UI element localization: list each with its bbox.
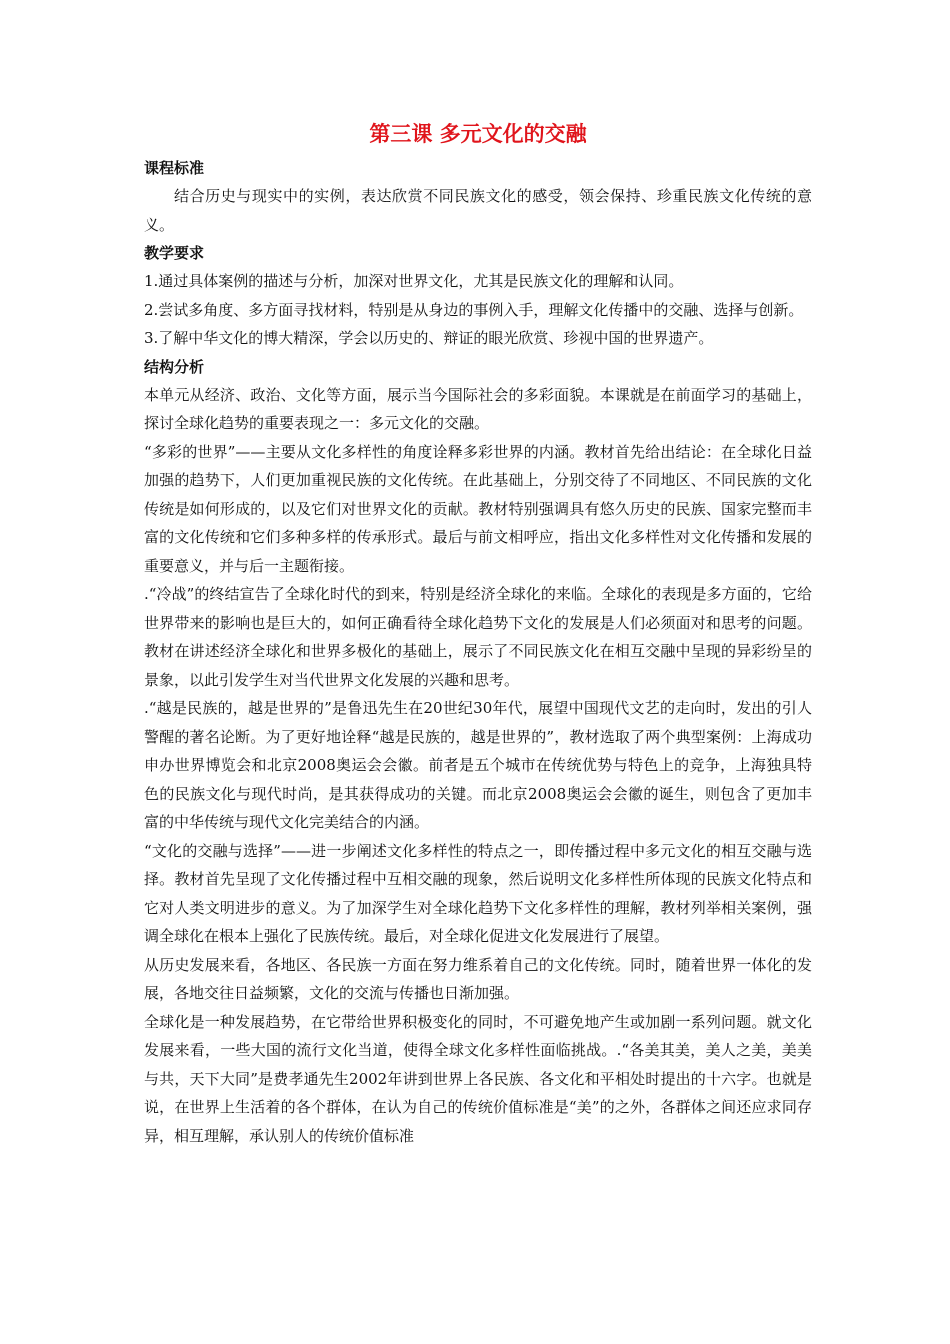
section-heading-teaching-requirements: 教学要求 [144, 244, 205, 262]
paragraph: .“越是民族的，越是世界的”是鲁迅先生在20世纪30年代，展望中国现代文艺的走向时，发出的引人警醒的著名论断。为了更好地诠释“越是民族的，越是世界的”，教材选取了两个典型案例：上海成功申办世界博览会和北京2008奥运会会徽。前者是五个城市在传统优势与特色上的竞争，上海独具特色的民族文化与现代时尚，是其获得成功的关键。而北京2008奥运会会徽的诞生，则包含了更加丰富的中华传统与现代文化完美结合的内涵。 [144, 699, 812, 831]
list-item: 3.了解中华文化的博大精深，学会以历史的、辩证的眼光欣赏、珍视中国的世界遗产。 [144, 329, 714, 347]
paragraph: 从历史发展来看，各地区、各民族一方面在努力维系着自己的文化传统。同时，随着世界一体化的发展，各地交往日益频繁，文化的交流与传播也日渐加强。 [144, 955, 812, 1002]
paragraph: “文化的交融与选择”——进一步阐述文化多样性的特点之一，即传播过程中多元文化的相互交融与选择。教材首先呈现了文化传播过程中互相交融的现象，然后说明文化多样性所体现的民族文化特点和它对人类文明进步的意义。为了加深学生对全球化趋势下文化多样性的理解，教材列举相关案例，强调全球化在根本上强化了民族传统。最后，对全球化促进文化发展进行了展望。 [144, 841, 812, 945]
paragraph: .“冷战”的终结宣告了全球化时代的到来，特别是经济全球化的来临。全球化的表现是多方面的，它给世界带来的影响也是巨大的，如何正确看待全球化趋势下文化的发展是人们必须面对和思考的问题。教材在讲述经济全球化和世界多极化的基础上，展示了不同民族文化在相互交融中呈现的异彩纷呈的景象，以此引发学生对当代世界文化发展的兴趣和思考。 [144, 585, 812, 689]
paragraph: 本单元从经济、政治、文化等方面，展示当今国际社会的多彩面貌。本课就是在前面学习的基础上，探讨全球化趋势的重要表现之一：多元文化的交融。 [144, 385, 812, 432]
paragraph: 全球化是一种发展趋势，在它带给世界积极变化的同时，不可避免地产生或加剧一系列问题。就文化发展来看，一些大国的流行文化当道，使得全球文化多样性面临挑战。.“各美其美，美人之美，美美与共，天下大同”是费孝通先生2002年讲到世界上各民族、各文化和平相处时提出的十六字。也就是说，在世界上生活着的各个群体，在认为自己的传统价值标准是“美”的之外，各群体之间还应求同存异，相互理解，承认别人的传统价值标准 [144, 1012, 812, 1145]
section-heading-structure-analysis: 结构分析 [144, 357, 205, 376]
list-item: 1.通过具体案例的描述与分析，加深对世界文化，尤其是民族文化的理解和认同。 [144, 272, 684, 290]
page-title: 第三课 多元文化的交融 [369, 122, 587, 146]
document-body [144, 118, 812, 1150]
paragraph: “多彩的世界”——主要从文化多样性的角度诠释多彩世界的内涵。教材首先给出结论：在全球化日益加强的趋势下，人们更加重视民族的文化传统。在此基础上，分别交待了不同地区、不同民族的文化传统是如何形成的，以及它们对世界文化的贡献。教材特别强调具有悠久历史的民族、国家完整而丰富的文化传统和它们多种多样的传承形式。最后与前文相呼应，指出文化多样性对文化传播和发展的重要意义，并与后一主题衔接。 [144, 442, 812, 575]
section-heading-curriculum-standard: 课程标准 [144, 159, 205, 177]
paragraph: 结合历史与现实中的实例，表达欣赏不同民族文化的感受，领会保持、珍重民族文化传统的意义。 [144, 187, 812, 234]
list-item: 2.尝试多角度、多方面寻找材料，特别是从身边的事例入手，理解文化传播中的交融、选择与创新。 [144, 300, 804, 319]
